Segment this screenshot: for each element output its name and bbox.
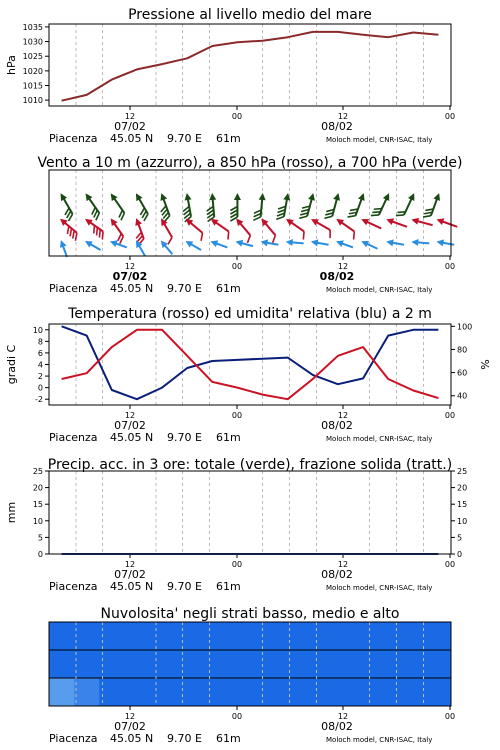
wind-x-tick-label: 12 [124, 262, 136, 271]
wind-barb-850hpa [81, 216, 108, 240]
precip-location-alt: 61m [216, 580, 241, 593]
wind-barb-850hpa-feather [300, 231, 307, 239]
cloud-cell-alto [351, 622, 377, 650]
cloud-cell-basso [200, 678, 226, 706]
temp-date-label: 08/02 [321, 419, 353, 432]
temp-y-tick-label: 8 [37, 337, 43, 347]
cloud-cell-medio [99, 650, 125, 678]
wind-barb-700hpa-head [133, 192, 143, 202]
temp-location-lat: 45.05 N [110, 431, 154, 444]
wind-barb-700hpa [423, 191, 442, 221]
wind-barb-850hpa-head [385, 216, 394, 225]
wind-location-alt: 61m [216, 282, 241, 295]
precip-x-tick-label: 12 [337, 560, 349, 569]
wind-barb-700hpa [230, 193, 241, 221]
wind-barb-700hpa-head [358, 192, 367, 201]
wind-barb-700hpa [348, 191, 367, 221]
precip-location-lon: 9.70 E [167, 580, 202, 593]
wind-barb-850hpa-feather [166, 237, 174, 244]
cloud-cell-medio [376, 650, 402, 678]
precip-y-tick-label: 0 [37, 550, 43, 559]
wind-barb-10m-head [83, 238, 93, 248]
wind-location-lat: 45.05 N [110, 282, 154, 295]
wind-barb-10m [335, 238, 354, 251]
precip-date-label: 07/02 [114, 568, 146, 581]
wind-barb-10m-head [235, 238, 244, 247]
precip-frame [49, 471, 451, 554]
precip-y-tick-label-right: 0 [457, 550, 463, 559]
wind-barb-700hpa [55, 192, 78, 221]
pressure-location-lat: 45.05 N [110, 132, 154, 145]
temp-location-lon: 9.70 E [167, 431, 202, 444]
cloud-cell-medio [401, 650, 427, 678]
clouds-x-tick-label: 00 [231, 712, 243, 721]
cloud-cell-alto [175, 622, 201, 650]
cloud-cell-alto [150, 622, 176, 650]
temp-x-tick-label: 12 [124, 411, 136, 420]
cloud-cell-alto [124, 622, 150, 650]
wind-barb-10m-head [386, 238, 394, 246]
precip-model-label: Moloch model, CNR-ISAC, Italy [326, 584, 433, 592]
wind-barb-700hpa-head [433, 192, 442, 201]
temp-y-tick-label-right: 40 [457, 391, 468, 401]
cloud-cell-basso [225, 678, 251, 706]
temp-date-label: 07/02 [114, 419, 146, 432]
pressure-date-label: 08/02 [321, 120, 353, 133]
wind-x-tick-label: 12 [337, 262, 349, 271]
wind-barb-850hpa [435, 216, 458, 230]
wind-barb-700hpa-feather [423, 213, 431, 219]
temp-y-tick-label: -2 [35, 395, 43, 405]
cloud-cell-basso [275, 678, 301, 706]
cloud-cell-basso [124, 678, 150, 706]
cloud-cell-basso [300, 678, 326, 706]
cloud-cell-alto [376, 622, 402, 650]
wind-barb-850hpa [181, 216, 208, 241]
clouds-x-tick-label: 00 [444, 712, 456, 721]
clouds-date-label: 07/02 [114, 720, 146, 733]
clouds-date-label: 08/02 [321, 720, 353, 733]
wind-date-label: 08/02 [319, 270, 355, 283]
wind-barb-700hpa [324, 191, 341, 221]
wind-barb-850hpa [308, 216, 336, 238]
pressure-y-tick-label: 1015 [22, 81, 43, 91]
wind-barb-10m-head [411, 238, 419, 246]
cloud-cell-basso [175, 678, 201, 706]
wind-barb-10m-head [58, 239, 67, 248]
wind-barb-10m [411, 238, 430, 247]
clouds-location-lon: 9.70 E [167, 732, 202, 745]
wind-barb-850hpa-feather [327, 230, 334, 238]
cloud-cell-alto [300, 622, 326, 650]
temp-model-label: Moloch model, CNR-ISAC, Italy [326, 435, 433, 443]
cloud-cell-basso [426, 678, 452, 706]
wind-barb-10m [436, 238, 455, 248]
rh-line [62, 326, 439, 399]
temp-y-tick-label-right: 100 [457, 322, 473, 332]
wind-location-name: Piacenza [49, 282, 98, 295]
wind-title: Vento a 10 m (azzurro), a 850 hPa (rosso), a 700 hPa (verde) [37, 155, 463, 171]
temp-location-name: Piacenza [49, 431, 98, 444]
clouds-location-alt: 61m [216, 732, 241, 745]
wind-barb-850hpa-head [360, 216, 369, 225]
precip-y-tick-label: 25 [32, 467, 43, 476]
wind-barb-10m-head [133, 239, 143, 249]
wind-barb-700hpa [155, 192, 174, 222]
pressure-y-tick-label: 1035 [22, 22, 43, 32]
wind-barb-850hpa-feather [245, 235, 253, 243]
temp-y-tick-label: 10 [32, 325, 43, 335]
temp-x-tick-label: 00 [444, 411, 456, 420]
cloud-cell-basso [49, 678, 75, 706]
pressure-location-name: Piacenza [49, 132, 98, 145]
cloud-cell-alto [401, 622, 427, 650]
pressure-x-tick-label: 12 [124, 112, 136, 121]
pressure-x-tick-label: 00 [444, 112, 456, 121]
temp-title: Temperatura (rosso) ed umidita' relativa (blu) a 2 m [68, 306, 432, 322]
wind-barb-850hpa [105, 216, 129, 243]
wind-barb-10m [235, 238, 254, 249]
wind-barb-700hpa [396, 190, 417, 220]
cloud-cell-medio [175, 650, 201, 678]
wind-barb-700hpa [205, 193, 218, 222]
cloud-cell-basso [99, 678, 125, 706]
cloud-cell-alto [200, 622, 226, 650]
cloud-cell-medio [124, 650, 150, 678]
precip-y-tick-label-right: 25 [457, 467, 468, 476]
wind-barb-700hpa [299, 191, 316, 221]
wind-barb-700hpa-head [234, 193, 241, 200]
wind-barb-850hpa [231, 216, 256, 243]
temp-ylabel-right: % [479, 359, 492, 370]
precip-y-tick-label-right: 20 [457, 483, 468, 493]
pressure-y-tick-label: 1025 [22, 52, 43, 62]
wind-barb-700hpa-head [408, 192, 417, 201]
cloud-cell-medio [275, 650, 301, 678]
cloud-cell-medio [49, 650, 75, 678]
cloud-cell-basso [325, 678, 351, 706]
temp-ylabel: gradi C [5, 344, 18, 385]
precip-x-tick-label: 12 [124, 560, 136, 569]
wind-barb-10m [209, 238, 228, 251]
wind-barb-10m [58, 239, 71, 258]
wind-barb-850hpa [130, 217, 149, 245]
cloud-cell-medio [200, 650, 226, 678]
wind-barb-850hpa-head [410, 216, 419, 225]
clouds-location-name: Piacenza [49, 732, 98, 745]
wind-model-label: Moloch model, CNR-ISAC, Italy [326, 286, 433, 294]
wind-barb-700hpa-head [283, 192, 291, 200]
wind-barb-850hpa [332, 216, 359, 240]
pressure-ylabel: hPa [5, 55, 18, 75]
precip-y-tick-label: 10 [32, 516, 43, 526]
clouds-location-lat: 45.05 N [110, 732, 154, 745]
pressure-model-label: Moloch model, CNR-ISAC, Italy [326, 136, 433, 144]
wind-barb-700hpa [253, 192, 266, 221]
cloud-cell-medio [150, 650, 176, 678]
pressure-y-tick-label: 1030 [22, 37, 43, 47]
wind-barb-10m-head [209, 238, 218, 247]
wind-barb-850hpa [256, 216, 281, 243]
precip-location-lat: 45.05 N [110, 580, 154, 593]
cloud-cell-alto [426, 622, 452, 650]
cloud-cell-medio [426, 650, 452, 678]
precip-y-tick-label-right: 5 [457, 533, 463, 543]
pressure-location-lon: 9.70 E [167, 132, 202, 145]
wind-barb-850hpa-head [309, 216, 319, 226]
temp-y-tick-label-right: 60 [457, 368, 468, 378]
cloud-cell-medio [351, 650, 377, 678]
wind-barb-10m-head [360, 238, 369, 247]
wind-barb-10m [133, 239, 148, 258]
precip-x-tick-label: 00 [444, 560, 456, 569]
wind-barb-850hpa-head [133, 217, 142, 226]
temp-y-tick-label-right: 80 [457, 345, 468, 355]
cloud-cell-medio [300, 650, 326, 678]
wind-barb-700hpa [80, 191, 105, 220]
wind-barb-850hpa [360, 216, 383, 232]
precip-date-label: 08/02 [321, 568, 353, 581]
temp-y-tick-label: 4 [37, 360, 43, 370]
wind-barb-700hpa-head [383, 192, 392, 201]
pressure-x-tick-label: 00 [231, 112, 243, 121]
wind-barb-10m-head [260, 238, 268, 246]
precip-x-tick-label: 00 [231, 560, 243, 569]
wind-barb-700hpa-head [308, 192, 317, 201]
wind-barb-700hpa-head [259, 193, 267, 201]
wind-barb-700hpa-head [333, 192, 342, 201]
temp-y-tick-label: 6 [37, 348, 43, 358]
cloud-cell-alto [225, 622, 251, 650]
pressure-y-tick-label: 1020 [22, 66, 43, 76]
wind-barb-700hpa-head [158, 192, 167, 201]
temp-frame [49, 324, 451, 405]
cloud-cell-alto [325, 622, 351, 650]
cloud-cell-basso [74, 678, 100, 706]
temp-y-tick-label: 2 [37, 372, 43, 382]
cloud-cell-basso [376, 678, 402, 706]
pressure-date-label: 07/02 [114, 120, 146, 133]
temp-x-tick-label: 12 [337, 411, 349, 420]
wind-barb-700hpa [371, 190, 392, 220]
precip-y-tick-label-right: 15 [457, 500, 468, 510]
precip-y-tick-label: 20 [32, 483, 43, 493]
wind-location-lon: 9.70 E [167, 282, 202, 295]
pressure-line [62, 32, 439, 101]
pressure-title: Pressione al livello medio del mare [128, 7, 372, 23]
clouds-x-tick-label: 12 [124, 712, 136, 721]
precip-title: Precip. acc. in 3 ore: totale (verde), frazione solida (tratt.) [47, 457, 453, 473]
pressure-x-tick-label: 12 [337, 112, 349, 121]
precip-location-name: Piacenza [49, 580, 98, 593]
wind-barb-10m [260, 238, 279, 248]
precip-ylabel: mm [5, 501, 18, 524]
precip-y-tick-label-right: 10 [457, 516, 468, 526]
clouds-model-label: Moloch model, CNR-ISAC, Italy [326, 736, 433, 744]
temp-y-tick-label: 0 [37, 383, 43, 393]
pressure-y-tick-label: 1010 [22, 96, 43, 106]
cloud-cell-basso [401, 678, 427, 706]
wind-barb-10m [285, 238, 304, 247]
wind-barb-10m-head [109, 238, 118, 247]
wind-barb-850hpa-feather [198, 233, 206, 241]
precip-y-tick-label: 15 [32, 500, 43, 510]
wind-barb-850hpa-feather [270, 235, 278, 243]
wind-barb-700hpa [130, 192, 153, 221]
cloud-cell-alto [99, 622, 125, 650]
cloud-cell-basso [351, 678, 377, 706]
wind-barb-700hpa-feather [348, 213, 356, 219]
wind-barb-10m [158, 238, 175, 256]
temp-location-alt: 61m [216, 431, 241, 444]
wind-x-tick-label: 00 [231, 262, 243, 271]
cloud-cell-medio [74, 650, 100, 678]
wind-barb-850hpa-head [435, 216, 444, 225]
temp-x-tick-label: 00 [231, 411, 243, 420]
wind-barb-850hpa [282, 216, 309, 240]
clouds-x-tick-label: 12 [337, 712, 349, 721]
wind-barb-10m-head [184, 238, 194, 248]
cloud-cell-alto [49, 622, 75, 650]
wind-barb-10m-head [310, 238, 318, 246]
wind-barb-10m-head [436, 238, 444, 246]
precip-y-tick-label: 5 [37, 533, 43, 543]
wind-barb-700hpa-head [58, 192, 68, 202]
wind-date-label: 07/02 [112, 270, 148, 283]
wind-barb-850hpa [410, 216, 433, 228]
wind-x-tick-label: 00 [444, 262, 456, 271]
cloud-cell-alto [275, 622, 301, 650]
cloud-cell-medio [225, 650, 251, 678]
wind-barb-10m-head [335, 238, 344, 247]
wind-barb-700hpa [105, 191, 130, 220]
cloud-cell-basso [150, 678, 176, 706]
clouds-title: Nuvolosita' negli strati basso, medio e alto [100, 606, 400, 622]
cloud-cell-medio [325, 650, 351, 678]
pressure-location-alt: 61m [216, 132, 241, 145]
cloud-cell-alto [74, 622, 100, 650]
wind-barb-850hpa-feather [225, 231, 232, 239]
temperature-line [62, 330, 439, 399]
wind-barb-10m [184, 238, 203, 253]
wind-barb-10m [83, 238, 102, 253]
wind-barb-850hpa-feather [350, 231, 357, 239]
wind-barb-700hpa-head [183, 192, 191, 200]
wind-barb-10m [310, 238, 329, 248]
wind-barb-10m [386, 238, 405, 248]
